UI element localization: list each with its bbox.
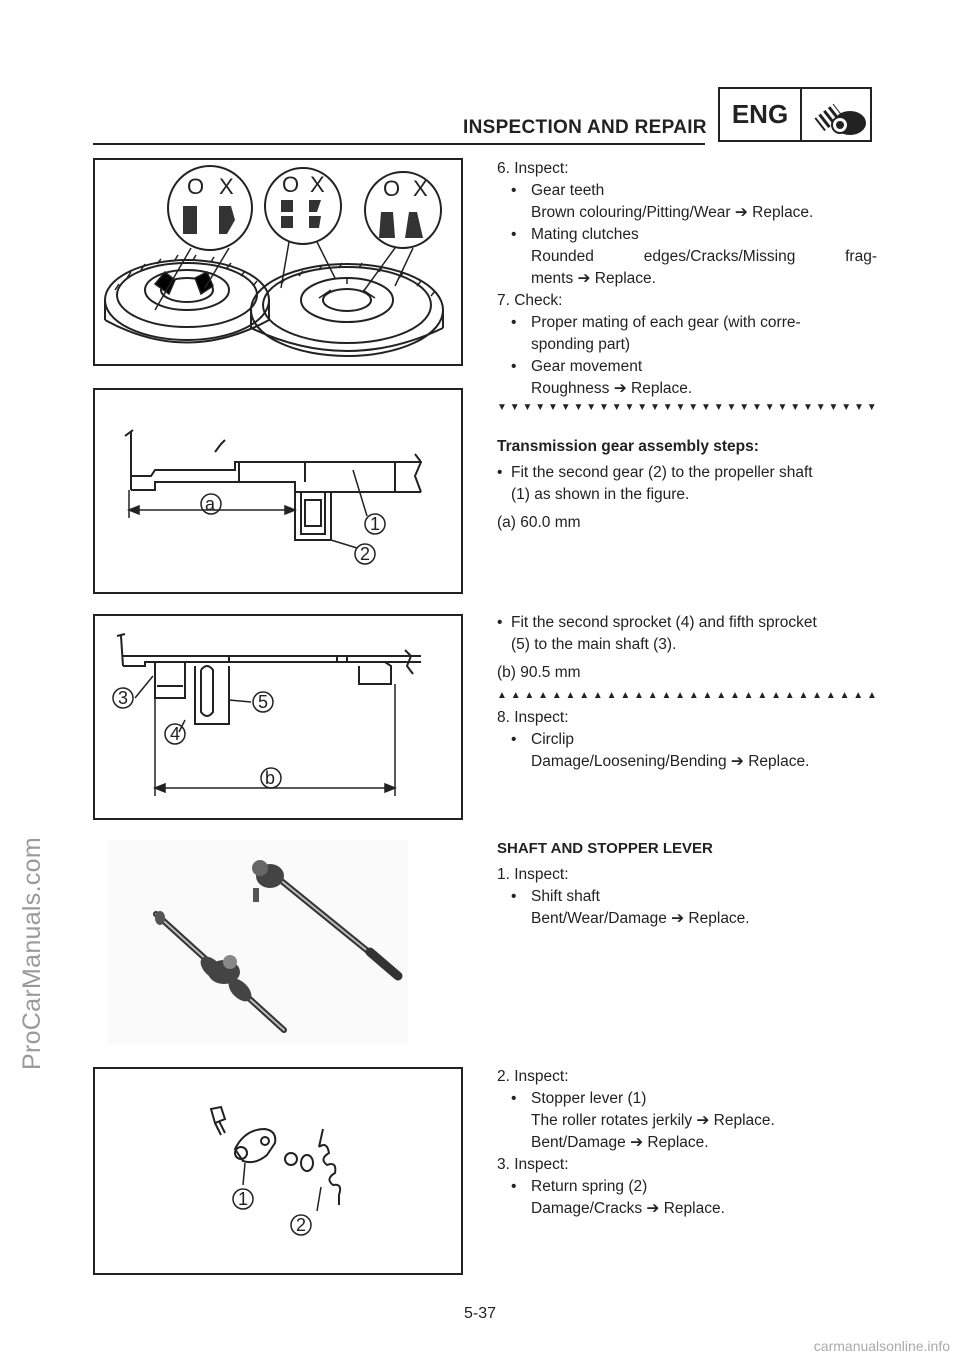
page-header-title: INSPECTION AND REPAIR	[463, 117, 707, 138]
gear-movement-detail: Roughness ➔ Replace.	[531, 380, 693, 397]
marker-down: ▼	[611, 402, 622, 413]
marker-up: ▲	[866, 690, 877, 701]
bullet-icon: •	[511, 888, 517, 905]
marker-up: ▲	[524, 690, 535, 701]
marker-down: ▼	[854, 402, 864, 413]
callout-1: 1	[238, 1189, 249, 1209]
shaft-step-3: 3. Inspect:	[497, 1156, 569, 1173]
mating-clutches-detail-cont: ments ➔ Replace.	[531, 270, 656, 287]
bullet-icon: •	[511, 182, 517, 199]
marker-down: ▼	[548, 402, 558, 413]
marker-down: ▼	[522, 402, 533, 413]
marker-down: ▼	[713, 402, 724, 413]
marker-up: ▲	[551, 690, 562, 701]
marker-down: ▼	[841, 402, 852, 413]
dimension-b: (b) 90.5 mm	[497, 664, 581, 681]
section-badge-label: ENG	[720, 89, 802, 140]
ok-mark: O	[187, 174, 205, 199]
marker-up: ▲	[688, 690, 699, 701]
return-spring-item: Return spring (2)	[531, 1178, 648, 1195]
ok-mark: O	[383, 176, 401, 201]
callout-4: 4	[170, 724, 181, 744]
stopper-lever-detail-2: Bent/Damage ➔ Replace.	[531, 1134, 709, 1151]
mating-clutches-detail: Rounded edges/Cracks/Missing frag-	[531, 248, 877, 265]
marker-down: ▼	[662, 402, 673, 413]
marker-down: ▼	[764, 402, 775, 413]
marker-down: ▼	[777, 402, 788, 413]
figure-stopper-lever	[93, 1067, 463, 1275]
marker-down: ▼	[650, 402, 660, 413]
callout-5: 5	[258, 692, 269, 712]
proper-mating-item-cont: sponding part)	[531, 336, 631, 353]
bullet-icon: •	[511, 1090, 517, 1107]
marker-up: ▲	[497, 690, 507, 701]
inspection-step-8	[497, 707, 877, 773]
shift-shaft-detail: Bent/Wear/Damage ➔ Replace.	[531, 910, 750, 927]
marker-down: ▼	[726, 402, 737, 413]
marker-down: ▼	[752, 402, 762, 413]
assembly-step-1-cont: (1) as shown in the figure.	[511, 486, 690, 503]
marker-down: ▼	[586, 402, 597, 413]
ng-mark: X	[413, 176, 428, 201]
assembly-steps-b	[497, 612, 877, 684]
bullet-icon: •	[511, 1178, 517, 1195]
assembly-title: Transmission gear assembly steps:	[497, 438, 759, 455]
marker-down: ▼	[560, 402, 571, 413]
marker-up: ▲	[743, 690, 754, 701]
figure-transmission-a	[93, 388, 463, 594]
marker-down: ▼	[535, 402, 546, 413]
gear-teeth-item: Gear teeth	[531, 182, 605, 199]
page-number: 5-37	[463, 1305, 497, 1322]
shaft-step-1: 1. Inspect:	[497, 866, 569, 883]
marker-down: ▼	[509, 402, 520, 413]
marker-down: ▼	[573, 402, 584, 413]
side-watermark: ProCarManuals.com	[18, 837, 46, 1070]
marker-down: ▼	[637, 402, 648, 413]
marker-down: ▼	[675, 402, 686, 413]
marker-up: ▲	[812, 690, 823, 701]
marker-up: ▲	[839, 690, 850, 701]
marker-down: ▼	[790, 402, 801, 413]
return-spring-detail: Damage/Cracks ➔ Replace.	[531, 1200, 725, 1217]
engine-gear-icon	[802, 91, 870, 139]
marker-down: ▼	[688, 402, 699, 413]
inspection-text-1	[497, 158, 877, 400]
marker-up: ▲	[825, 690, 836, 701]
step-8: 8. Inspect:	[497, 709, 569, 726]
marker-up: ▲	[757, 690, 768, 701]
marker-up: ▲	[784, 690, 795, 701]
marker-up: ▲	[620, 690, 631, 701]
gear-teeth-detail: Brown colouring/Pitting/Wear ➔ Replace.	[531, 204, 814, 221]
marker-down: ▼	[497, 402, 507, 413]
marker-down: ▼	[599, 402, 609, 413]
header-rule	[93, 143, 705, 145]
assembly-step-2-cont: (5) to the main shaft (3).	[511, 636, 677, 653]
stopper-lever-detail-1: The roller rotates jerkily ➔ Replace.	[531, 1112, 775, 1129]
bullet-icon: •	[511, 731, 517, 748]
section-badge	[718, 87, 872, 142]
marker-up: ▲	[675, 690, 686, 701]
marker-up: ▲	[510, 690, 521, 701]
shaft-stopper-section	[497, 838, 877, 930]
callout-2: 2	[296, 1215, 307, 1235]
shift-shaft-photo	[108, 840, 408, 1045]
bullet-icon: •	[511, 314, 517, 331]
marker-up: ▲	[771, 690, 781, 701]
marker-down: ▼	[624, 402, 635, 413]
marker-down: ▼	[866, 402, 877, 413]
marker-up: ▲	[565, 690, 576, 701]
bottom-watermark: carmanualsonline.info	[813, 1338, 950, 1354]
callout-3: 3	[118, 688, 129, 708]
marker-up: ▲	[716, 690, 727, 701]
marker-down: ▼	[815, 402, 826, 413]
dim-label-a: a	[205, 494, 216, 514]
gear-movement-item: Gear movement	[531, 358, 643, 375]
marker-down: ▼	[739, 402, 750, 413]
assembly-step-2: Fit the second sprocket (4) and fifth sprocket	[511, 614, 817, 631]
assembly-steps-a	[497, 436, 877, 534]
marker-down: ▼	[701, 402, 711, 413]
marker-up: ▲	[606, 690, 617, 701]
step-6: 6. Inspect:	[497, 160, 569, 177]
marker-up: ▲	[702, 690, 713, 701]
marker-up: ▲	[579, 690, 590, 701]
figure-gear-clutches	[93, 158, 463, 366]
ng-mark: X	[310, 172, 325, 197]
assembly-step-1: Fit the second gear (2) to the propeller shaft	[511, 464, 813, 481]
marker-up: ▲	[592, 690, 603, 701]
circlip-item: Circlip	[531, 731, 575, 748]
marker-up: ▲	[729, 690, 740, 701]
callout-1: 1	[370, 514, 381, 534]
callout-2: 2	[360, 544, 371, 564]
section-heading: SHAFT AND STOPPER LEVER	[497, 840, 713, 857]
bullet-icon: •	[497, 614, 503, 631]
proper-mating-item: Proper mating of each gear (with corre-	[531, 314, 801, 331]
section-end-markers	[497, 690, 877, 702]
marker-down: ▼	[803, 402, 813, 413]
marker-up: ▲	[661, 690, 672, 701]
marker-down: ▼	[828, 402, 839, 413]
shaft-step-2: 2. Inspect:	[497, 1068, 569, 1085]
marker-up: ▲	[538, 690, 549, 701]
marker-up: ▲	[634, 690, 644, 701]
marker-up: ▲	[798, 690, 809, 701]
stopper-lever-item: Stopper lever (1)	[531, 1090, 647, 1107]
dimension-a: (a) 60.0 mm	[497, 514, 581, 531]
ok-mark: O	[282, 172, 300, 197]
circlip-detail: Damage/Loosening/Bending ➔ Replace.	[531, 753, 810, 770]
mating-clutches-item: Mating clutches	[531, 226, 639, 243]
marker-up: ▲	[647, 690, 658, 701]
stopper-spring-section	[497, 1066, 877, 1220]
step-7: 7. Check:	[497, 292, 563, 309]
bullet-icon: •	[497, 464, 503, 481]
figure-transmission-b	[93, 614, 463, 820]
shift-shaft-item: Shift shaft	[531, 888, 600, 905]
marker-up: ▲	[853, 690, 864, 701]
bullet-icon: •	[511, 358, 517, 375]
bullet-icon: •	[511, 226, 517, 243]
ng-mark: X	[219, 174, 234, 199]
dim-label-b: b	[265, 768, 276, 788]
section-start-markers	[497, 402, 877, 414]
